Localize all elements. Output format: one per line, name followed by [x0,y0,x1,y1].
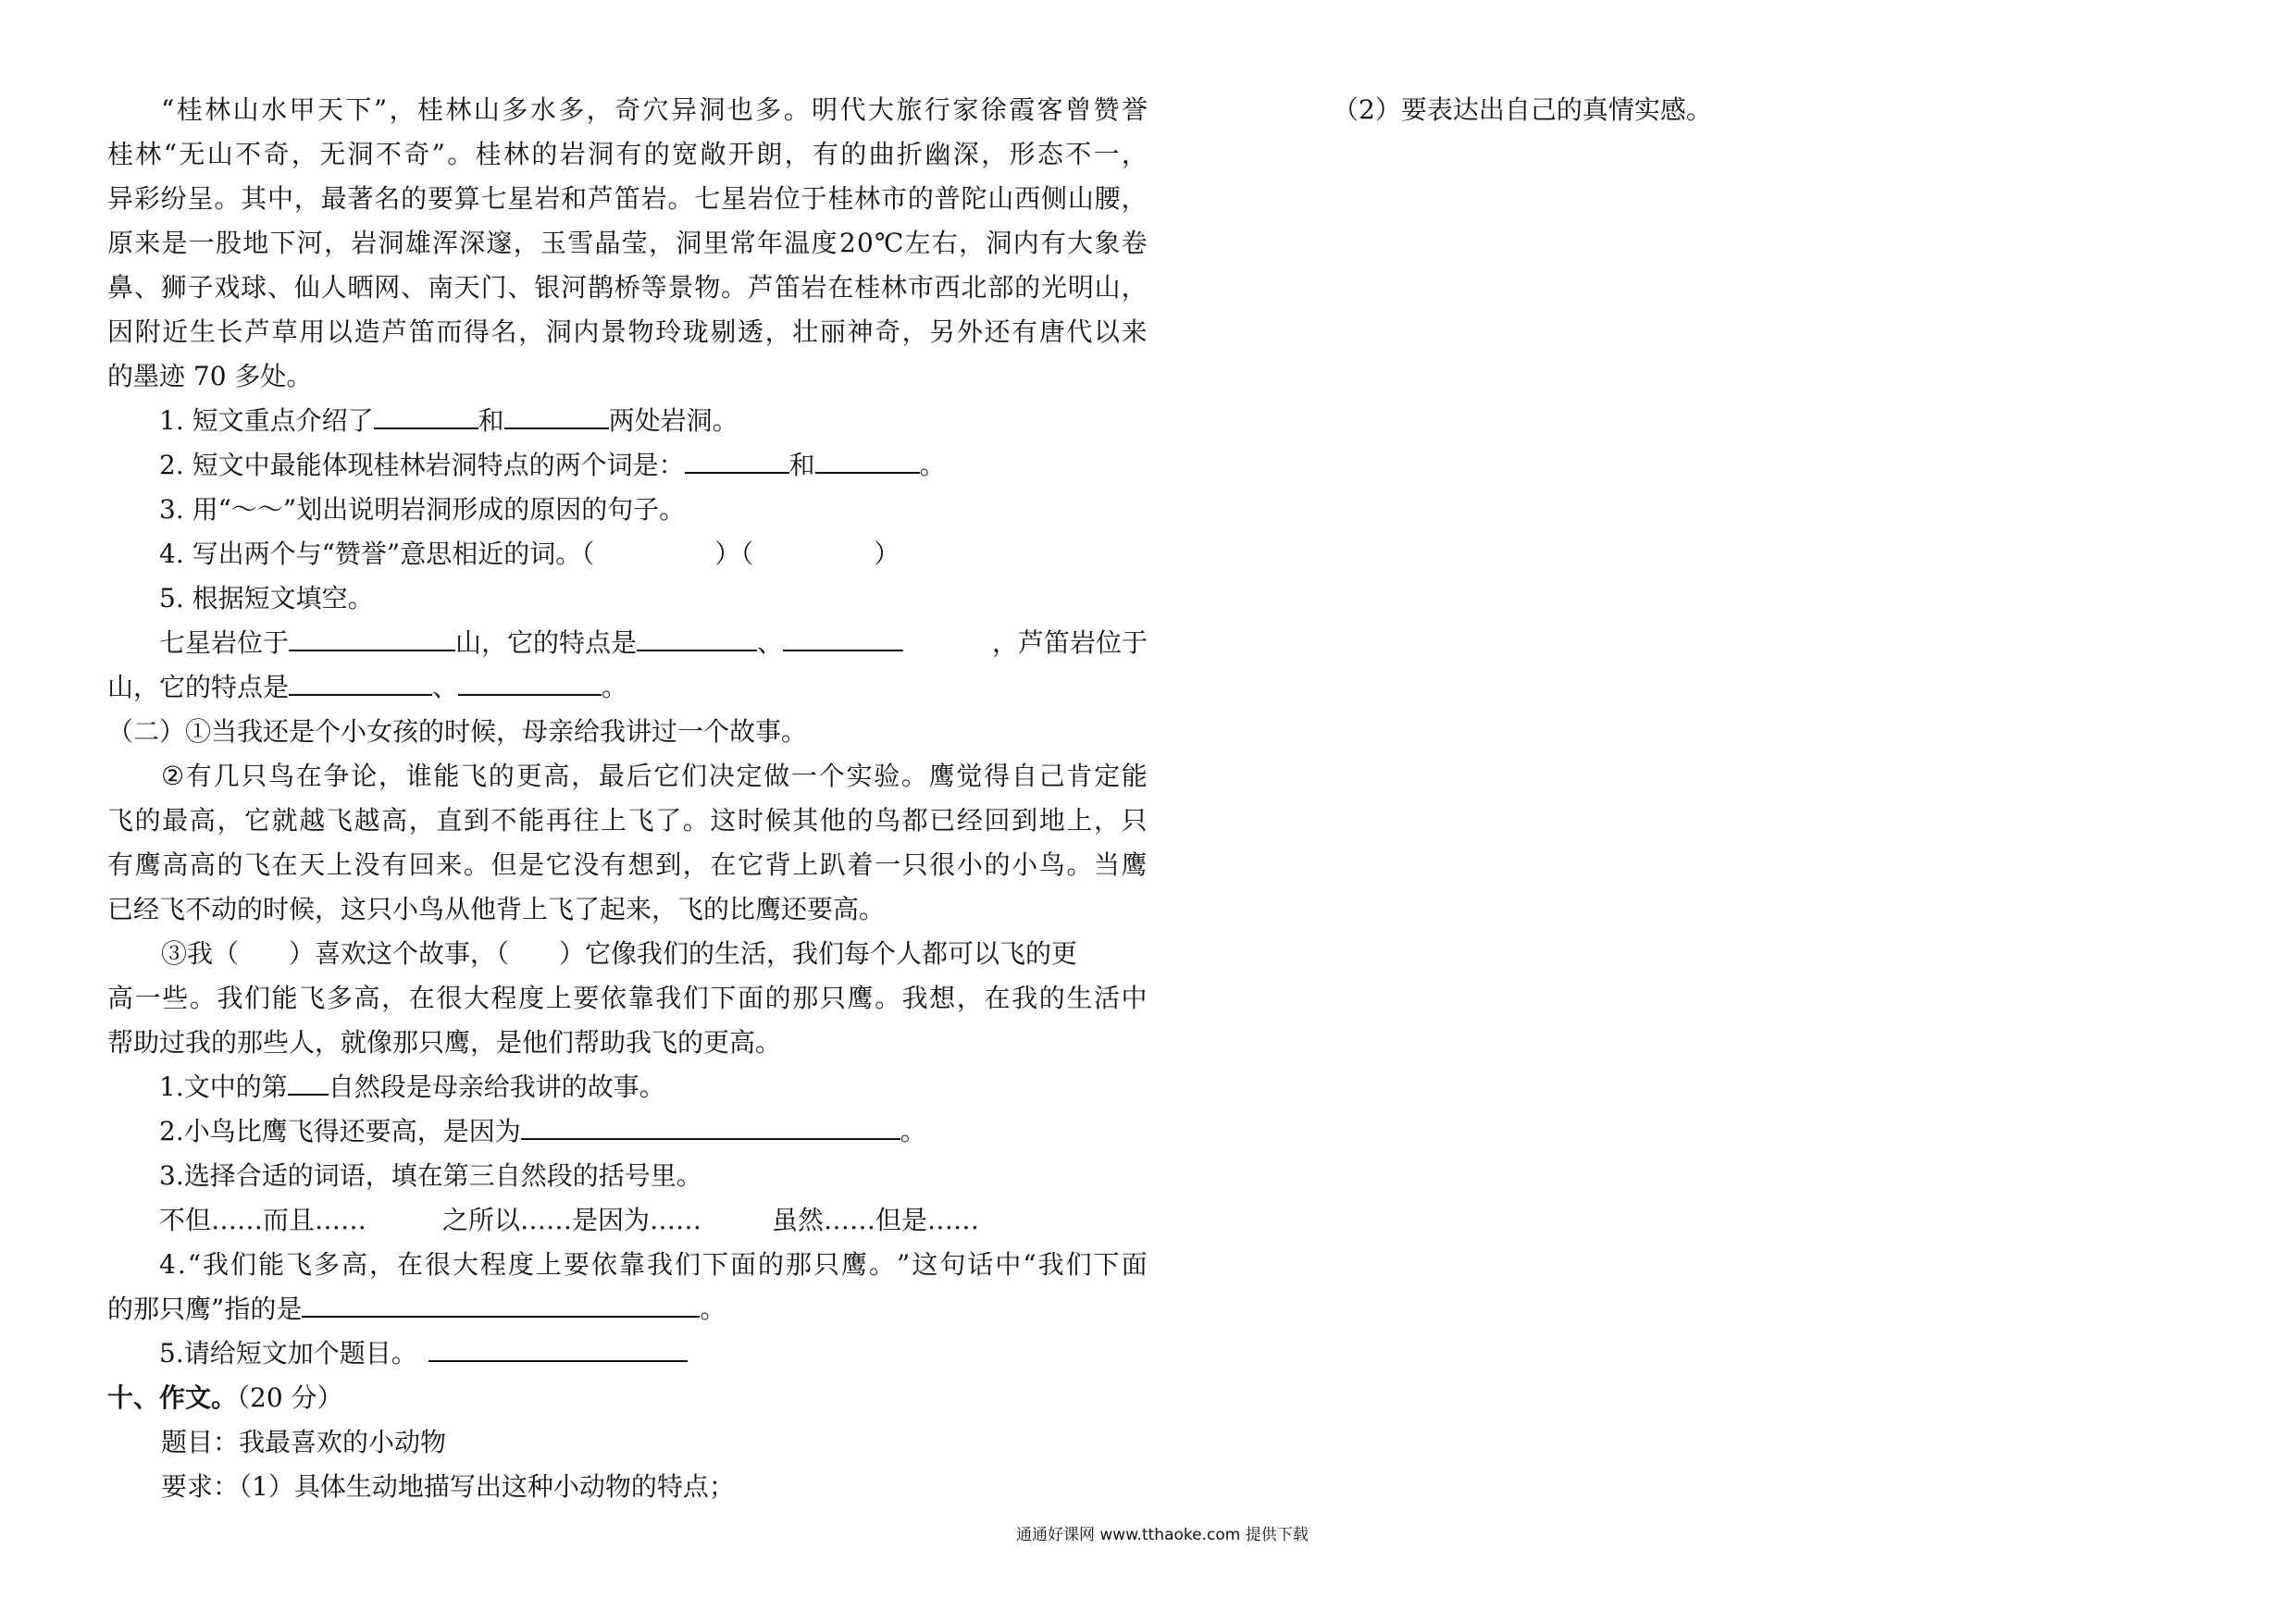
question-text: 。 [919,450,946,480]
answer-blank[interactable] [289,666,432,696]
question-text: 5.请给短文加个题目。 [159,1338,417,1369]
question-text: 、 [757,627,784,658]
question-1-5: 5. 根据短文填空。 [159,583,374,613]
passage-text: ）它像我们的生活，我们每个人都可以飞的更 [559,938,1078,969]
answer-blank[interactable] [374,400,478,429]
question-1-3: 3. 用“～～”划出说明岩洞形成的原因的句子。 [159,494,686,525]
answer-blank[interactable] [428,1332,688,1362]
question-2-3: 3.选择合适的词语，填在第三自然段的括号里。 [159,1160,702,1191]
passage-2-line: 飞 的 最 高 ， 它 就 越 飞 越 高 ， 直 到 不 能 再 往 上 飞 了 。 这 时 候 其 他 的 鸟 都 已 经 回 到 地 上 ， 只 [107,805,1148,836]
option: 虽然……但是…… [772,1205,980,1235]
question-1-5-line-1 [107,621,1148,665]
question-text: 1. 短文重点介绍了 [159,405,374,436]
passage-2-line [107,932,1148,976]
composition-requirement-1: 要求：（1）具体生动地描写出这种小动物的特点； [161,1471,735,1502]
answer-blank[interactable] [521,1110,900,1140]
question-text: 七星岩位于 [159,627,290,658]
right-column [1333,88,2166,132]
passage-1-line: “ 桂 林 山 水 甲 天 下 ” ， 桂 林 山 多 水 多 ， 奇 穴 异 洞 也 多 。 明 代 大 旅 行 家 徐 霞 客 曾 赞 誉 [161,94,1148,125]
answer-blank[interactable] [288,1066,329,1096]
passage-2-line: 已经飞不动的时候，这只小鸟从他背上飞了起来，飞的比鹰还要高。 [107,894,886,924]
composition-requirement-2: （2）要表达出自己的真情实感。 [1333,94,1712,125]
fill-row [159,621,903,665]
answer-blank[interactable] [504,400,609,429]
passage-1-line: 的墨迹 70 多处。 [107,361,313,391]
question-text: 4. 写出两个与“赞誉”意思相近的词。（ [159,539,595,569]
question-1-1 [107,399,1148,443]
question-text: 的那只鹰”指的是 [107,1294,303,1324]
question-text: 和 [478,405,504,436]
answer-blank[interactable] [458,666,602,696]
question-2-5 [107,1332,1148,1376]
composition-topic: 题目：我最喜欢的小动物 [161,1427,447,1457]
question-text: 。 [602,672,628,702]
passage-1 [107,88,1148,399]
question-text: 和 [788,450,815,480]
question-1-5-line-2 [107,665,1148,710]
question-2-2 [107,1109,1148,1154]
question-1-2 [107,443,1148,488]
question-text: 、 [432,672,459,702]
question-2-4-line-1: 4 . “ 我 们 能 飞 多 高 ， 在 很 大 程 度 上 要 依 靠 我 们 下 面 的 那 只 鹰 。 ” 这 句 话 中 “ 我 们 下 面 [159,1249,1148,1280]
passage-2-paragraph-3 [107,932,1148,1065]
passage-1-line: 原 来 是 一 股 地 下 河 ， 岩 洞 雄 浑 深 邃 ， 玉 雪 晶 莹 ， 洞 里 常 年 温 度 2 0 ℃ 左 右 ， 洞 内 有 大 象 卷 [107,228,1148,258]
question-text: 1.文中的第 [159,1072,288,1102]
passage-2-line: 高 一 些 。 我 们 能 飞 多 高 ， 在 很 大 程 度 上 要 依 靠 我 们 下 面 的 那 只 鹰 。 我 想 ， 在 我 的 生 活 中 [107,983,1148,1013]
option: 不但……而且…… [159,1205,367,1235]
question-text: 两处岩洞。 [608,405,738,436]
question-text: 山，它的特点是 [455,627,638,658]
question-text: 2. 短文中最能体现桂林岩洞特点的两个词是： [159,450,685,480]
question-text: 自然段是母亲给我讲的故事。 [328,1072,665,1102]
question-text: 山，它的特点是 [107,672,290,702]
passage-2-paragraph-1: （二）①当我还是个小女孩的时候，母亲给我讲过一个故事。 [107,716,808,747]
answer-blank[interactable] [302,1288,700,1318]
answer-blank[interactable] [637,622,757,651]
answer-blank[interactable] [815,444,920,474]
answer-blank[interactable] [289,622,455,651]
passage-text: ③我（ [161,938,240,969]
composition-heading [107,1376,1148,1420]
left-column [107,88,1148,1509]
question-text: ） [874,539,900,569]
footer-credit: 通通好课网 www.tthaoke.com 提供下载 [1016,1526,1309,1544]
question-text: 2.小鸟比鹰飞得还要高，是因为 [159,1116,521,1146]
question-2-1 [107,1065,1148,1109]
question-text: 。 [700,1294,726,1324]
answer-blank[interactable] [685,444,789,474]
section-score: （20 分） [237,1382,343,1413]
passage-2-paragraph-2 [107,754,1148,932]
passage-1-line: 桂 林 “ 无 山 不 奇 ， 无 洞 不 奇 ” 。 桂 林 的 岩 洞 有 的 宽 敞 开 朗 ， 有 的 曲 折 幽 深 ， 形 态 不 一 ， [107,139,1148,169]
question-text: 。 [900,1116,926,1146]
passage-2-line: ② 有 几 只 鸟 在 争 论 ， 谁 能 飞 的 更 高 ， 最 后 它 们 决 定 做 一 个 实 验 。 鹰 觉 得 自 己 肯 定 能 [161,761,1148,791]
passage-1-line: 异 彩 纷 呈 。 其 中 ， 最 著 名 的 要 算 七 星 岩 和 芦 笛 岩 。 七 星 岩 位 于 桂 林 市 的 普 陀 山 西 侧 山 腰 ， [107,183,1148,214]
answer-blank[interactable] [783,622,903,651]
passage-2-line: 帮助过我的那些人，就像那只鹰，是他们帮助我飞的更高。 [107,1027,782,1058]
passage-2-line: 有 鹰 高 高 的 飞 在 天 上 没 有 回 来 。 但 是 它 没 有 想 到 ， 在 它 背 上 趴 着 一 只 很 小 的 小 鸟 。 当 鹰 [107,849,1148,880]
question-2-4-line-2 [107,1287,1148,1332]
question-text: ，芦笛岩位于 [991,627,1148,658]
question-1-4 [107,532,1148,576]
option: 之所以……是因为…… [442,1205,702,1235]
passage-text: ）喜欢这个故事，（ [289,938,510,969]
section-title: 十、作文。 [107,1382,238,1413]
passage-1-line: 因 附 近 生 长 芦 草 用 以 造 芦 笛 而 得 名 ， 洞 内 景 物 玲 珑 剔 透 ， 壮 丽 神 奇 ， 另 外 还 有 唐 代 以 来 [107,316,1148,347]
passage-1-line: 鼻 、 狮 子 戏 球 、 仙 人 晒 网 、 南 天 门 、 银 河 鹊 桥 等 景 物 。 芦 笛 岩 在 桂 林 市 西 北 部 的 光 明 山 ， [107,272,1148,303]
word-options [107,1198,1148,1243]
question-text: ）（ [714,539,754,569]
